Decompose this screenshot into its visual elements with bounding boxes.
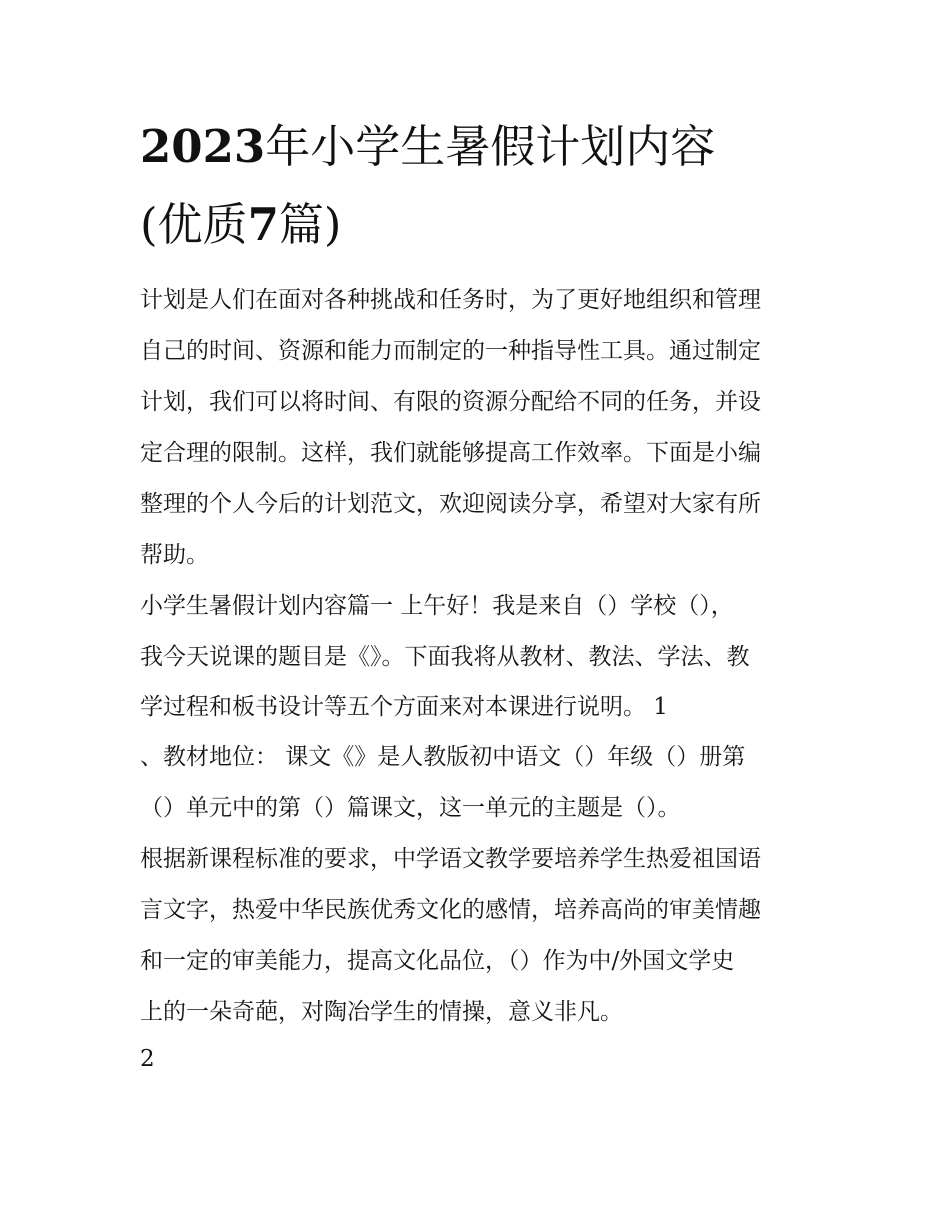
body-line: 上的一朵奇葩，对陶冶学生的情操，意义非凡。 (140, 999, 623, 1025)
body-line: 根据新课程标准的要求，中学语文教学要培养学生热爱祖国语 (140, 846, 761, 872)
title-text: 年小学生暑假计划内容 (265, 120, 716, 173)
body-line: 、教材地位： 课文《》是人教版初中语文（）年级（）册第 (140, 744, 746, 770)
title-subtitle-close: 篇) (278, 198, 342, 251)
body-line: 我今天说课的题目是《》。下面我将从教材、教法、学法、教 (140, 644, 750, 670)
body-line: 自己的时间、资源和能力而制定的一种指导性工具。通过制定 (140, 338, 761, 364)
title-line-1 (140, 118, 715, 176)
title-subtitle-number: 7 (247, 198, 279, 251)
title-line-2 (140, 196, 341, 254)
body-line: 2 (140, 1046, 155, 1072)
body-line: 小学生暑假计划内容篇一 上午好！我是来自（）学校（）， (140, 593, 734, 619)
title-year: 2023 (140, 120, 266, 173)
body-line: 计划，我们可以将时间、有限的资源分配给不同的任务，并设 (140, 389, 761, 415)
body-line: 帮助。 (140, 542, 209, 568)
body-line: 整理的个人今后的计划范文，欢迎阅读分享，希望对大家有所 (140, 491, 761, 517)
body-line: 定合理的限制。这样，我们就能够提高工作效率。下面是小编 (140, 440, 761, 466)
body-line: 和一定的审美能力，提高文化品位，（）作为中/外国文学史 (140, 948, 735, 974)
body-line: （）单元中的第（）篇课文，这一单元的主题是（）。 (140, 795, 681, 821)
title-subtitle-open: (优质 (140, 198, 248, 251)
body-line: 学过程和板书设计等五个方面来对本课进行说明。 1 (140, 694, 668, 720)
body-line: 计划是人们在面对各种挑战和任务时，为了更好地组织和管理 (140, 287, 761, 313)
body-line: 言文字，热爱中华民族优秀文化的感情，培养高尚的审美情趣 (140, 897, 761, 923)
